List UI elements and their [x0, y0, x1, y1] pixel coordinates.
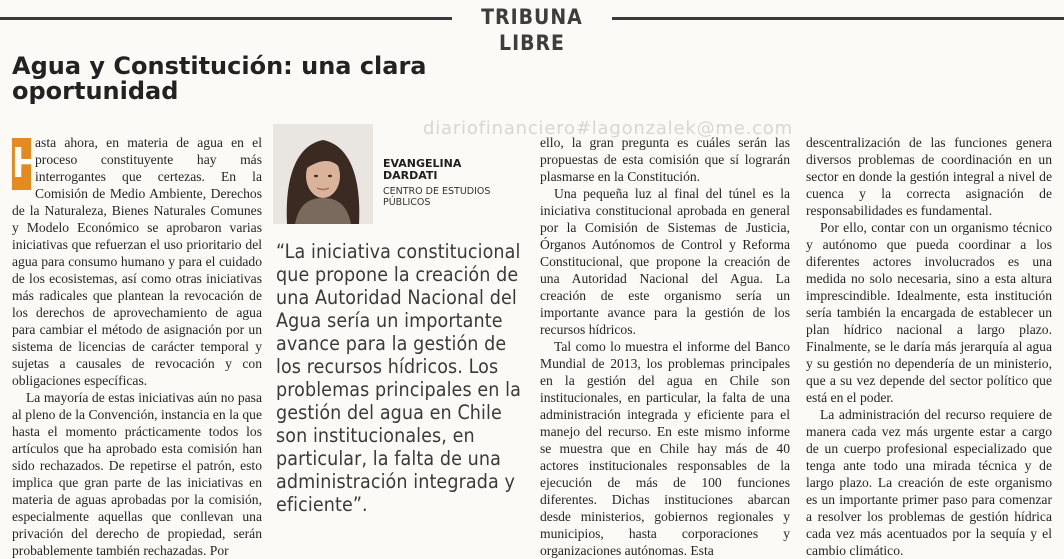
author-org-line: CENTRO DE ESTUDIOS	[383, 186, 491, 197]
article-column-4	[806, 134, 1052, 558]
article-headline: Agua y Constitución: una clara oportunidad	[12, 52, 427, 105]
article-column-1	[12, 134, 262, 558]
paragraph: Tal como lo muestra el informe del Banco Mundial de 2013, los problemas principales en la gestión del agua en Chile son institucionales, en particular, la falta de una administración integrada y eficiente para el manejo del recurso. En este mismo informe se muestra que en Chile hay más de 40 actores institucionales responsables de la ejecución de más de 100 funciones diferentes. Dichas instituciones abarcan desde ministerios, gobiernos regionales y municipios, hasta corporaciones y organizaciones autónomas. Esta	[540, 339, 790, 558]
paragraph: La mayoría de estas iniciativas aún no pasa al pleno de la Convención, instancia en la que hasta el momento prácticamente todos los artículos que ha aprobado esta comisión han sido rechazados. De repetirse el patrón, esto implica que gran parte de las iniciativas en materia de aguas aprobadas por la comisión, especialmente aquellas que conllevan una privación del derecho de propiedad, serán probablemente también rechazadas. Por	[12, 390, 262, 558]
paragraph-text: asta ahora, en materia de agua en el proceso constituyente hay más interrogantes que certezas. En la Comisión de Medio Ambiente, Derechos de la Naturaleza, Bienes Naturales Comunes y Modelo Económico se aprobaron varias iniciativas que refuerzan el uso prioritario del agua para consumo humano y para el cuidado de los ecosistemas, así como otras iniciativas más radicales que plantean la revocación de los derechos de aprovechamiento de agua para cambiar el método de asignación por un sistema de licencias de carácter temporal y sujetas a causales de revocación y con obligaciones específicas.	[12, 135, 262, 388]
pull-quote: “La iniciativa constitucional que propone la creación de una Autoridad Nacional del Agua sería un importante avance para la gestión de los recursos hídricos. Los problemas principales en la gestión del agua en Chile son institucionales, en particular, la falta de una administración integrada y eficiente”.	[276, 240, 521, 516]
author-photo	[273, 124, 373, 224]
article-column-3	[540, 134, 790, 558]
paragraph: descentralización de las funciones genera diversos problemas de coordinación en un sector en donde la gestión integral a nivel de cuenca y la correcta asignación de responsabilidades es fundamental.	[806, 135, 1052, 218]
paragraph: ello, la gran pregunta es cuáles serán las propuestas de esta comisión que sí lograrán plasmarse en la Constitución.	[540, 135, 790, 184]
author-first-name: EVANGELINA	[383, 157, 462, 170]
paragraph: Una pequeña luz al final del túnel es la iniciativa constitucional aprobada en general por la Comisión de Sistemas de Justicia, Órganos Autónomos de Control y Reforma Constitucional, que propone la creación de una Autoridad Nacional del Agua. La creación de este organismo sería un importante avance para la gestión de los recursos hídricos.	[540, 186, 790, 337]
author-org-line: PÚBLICOS	[383, 197, 431, 208]
author-organization	[383, 186, 533, 208]
author-name	[383, 158, 533, 182]
paragraph	[12, 134, 262, 389]
paragraph: La administración del recurso requiere de manera cada vez más urgente estar a cargo de un cuerpo profesional especializado que tenga ante todo una mirada técnica y de largo plazo. La creación de este organismo es un importante primer paso para comenzar a resolver los problemas de gestión hídrica cada vez más acentuados por la sequía y el cambio climático.	[806, 407, 1052, 558]
section-header	[0, 4, 1064, 55]
author-last-name: DARDATI	[383, 169, 438, 182]
paragraph: Por ello, contar con un organismo técnico y autónomo que pueda coordinar a los diferentes actores involucrados es una medida no solo necesaria, sino a esta altura imprescindible. Idealmente, esta institución sería también la encargada de establecer un plan hídrico nacional a largo plazo. Finalmente, se le daría más jerarquía al agua y su gestión no dependería de un ministerio, que a su vez depende del sector político que está en el poder.	[806, 220, 1052, 405]
section-rule-right	[612, 17, 1064, 20]
watermark-text: diariofinanciero#lagonzalek@me.com	[423, 118, 793, 139]
section-label: TRIBUNA LIBRE	[481, 5, 583, 55]
drop-cap: H	[12, 138, 31, 190]
section-rule-left	[0, 17, 452, 20]
